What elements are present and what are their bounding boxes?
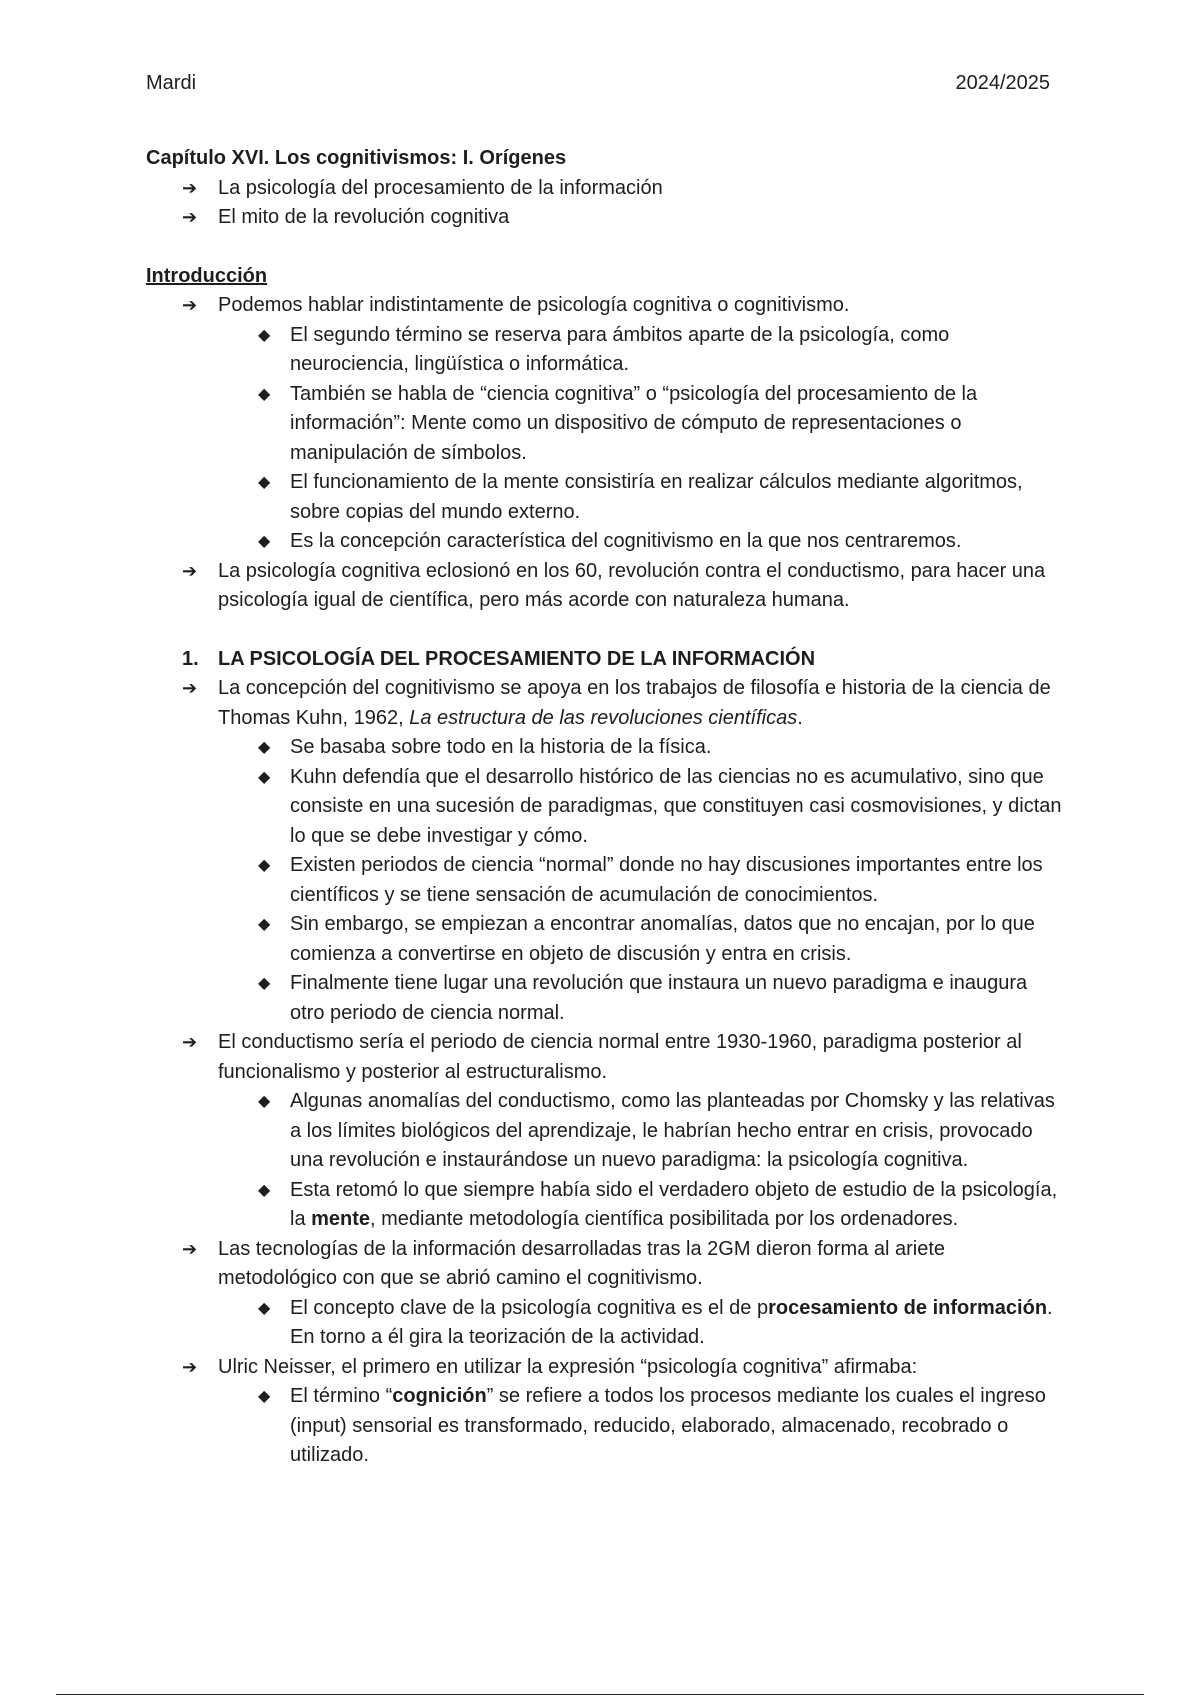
page-header: [146, 72, 1050, 102]
bullet-item: ➔ La concepción del cognitivismo se apoya en los trabajos de filosofía e historia de la ciencia de Thomas Kuhn, 1962, La estructura de las revoluciones científicas.: [146, 674, 1066, 733]
sub-bullet-item: ◆ Sin embargo, se empiezan a encontrar anomalías, datos que no encajan, por lo que comienza a convertirse en objeto de discusión y entra en crisis.: [146, 910, 1066, 969]
sub-bullet-item: ◆ El concepto clave de la psicología cognitiva es el de procesamiento de información. En torno a él gira la teorización de la actividad.: [146, 1294, 1066, 1353]
diamond-icon: ◆: [258, 768, 271, 786]
arrow-icon: ➔: [182, 678, 198, 698]
diamond-icon: ◆: [258, 857, 271, 874]
arrow-icon: ➔: [182, 1032, 198, 1052]
sub-bullet-item: ◆ Esta retomó lo que siempre había sido el verdadero objeto de estudio de la psicología, la mente, mediante metodología científica posibilitada por los ordenadores.: [146, 1176, 1066, 1235]
section-number: 1.: [182, 647, 199, 670]
arrow-icon: ➔: [182, 1238, 198, 1259]
sub-bullet-item: ◆ Se basaba sobre todo en la historia de la física.: [146, 733, 1066, 763]
diamond-icon: ◆: [258, 1388, 271, 1405]
arrow-icon: ➔: [182, 560, 198, 581]
arrow-icon: ➔: [182, 295, 198, 315]
diamond-icon: ◆: [258, 1181, 271, 1199]
sub-bullet-item: ◆ El segundo término se reserva para ámbitos aparte de la psicología, como neurociencia, lingüística o informática.: [146, 321, 1066, 380]
key-term: mente: [311, 1208, 371, 1230]
diamond-icon: ◆: [258, 1299, 271, 1317]
key-term: cognición: [392, 1385, 487, 1407]
toc-item: ➔ El mito de la revolución cognitiva: [146, 203, 1066, 233]
bullet-item: ➔ Ulric Neisser, el primero en utilizar la expresión “psicología cognitiva” afirmaba:: [146, 1353, 1066, 1383]
bullet-item: ➔ Las tecnologías de la información desarrolladas tras la 2GM dieron forma al ariete metodológico con que se abrió camino el cognitivismo.: [146, 1235, 1066, 1294]
diamond-icon: ◆: [258, 1093, 271, 1110]
diamond-icon: ◆: [258, 975, 271, 992]
bullet-item: ➔ El conductismo sería el periodo de ciencia normal entre 1930-1960, paradigma posterior al funcionalismo y posterior al estructuralismo.: [146, 1028, 1066, 1087]
diamond-icon: ◆: [258, 385, 271, 403]
sub-bullet-item: ◆ Finalmente tiene lugar una revolución que instaura un nuevo paradigma e inaugura otro periodo de ciencia normal.: [146, 969, 1066, 1028]
diamond-icon: ◆: [258, 533, 271, 550]
book-title: La estructura de las revoluciones científicas: [409, 706, 798, 729]
sub-bullet-item: ◆ Kuhn defendía que el desarrollo histórico de las ciencias no es acumulativo, sino que consiste en una sucesión de paradigmas, que constituyen casi cosmovisiones, y dictan lo que se debe investigar y cómo.: [146, 763, 1066, 852]
sub-bullet-item: ◆ El funcionamiento de la mente consistiría en realizar cálculos mediante algoritmos, sobre copias del mundo externo.: [146, 468, 1066, 527]
document-body: [146, 144, 1066, 1471]
header-day: Mardi: [146, 72, 197, 94]
toc-item: ➔ La psicología del procesamiento de la información: [146, 174, 1066, 204]
bullet-item: ➔ Podemos hablar indistintamente de psicología cognitiva o cognitivismo.: [146, 291, 1066, 321]
arrow-icon: ➔: [182, 207, 198, 227]
section-heading: 1. LA PSICOLOGÍA DEL PROCESAMIENTO DE LA INFORMACIÓN: [146, 645, 1066, 675]
diamond-icon: ◆: [258, 916, 271, 933]
footer-divider: [56, 1694, 1144, 1695]
sub-bullet-item: ◆ Algunas anomalías del conductismo, como las planteadas por Chomsky y las relativas a los límites biológicos del aprendizaje, le habrían hecho entrar en crisis, provocado una revolución e instaurándose un nuevo paradigma: la psicología cognitiva.: [146, 1087, 1066, 1176]
diamond-icon: ◆: [258, 326, 271, 344]
sub-bullet-item: ◆ También se habla de “ciencia cognitiva” o “psicología del procesamiento de la información”: Mente como un dispositivo de cómputo de representaciones o manipulación de símbolos.: [146, 380, 1066, 469]
header-year: 2024/2025: [955, 72, 1050, 94]
sub-bullet-item: ◆ Es la concepción característica del cognitivismo en la que nos centraremos.: [146, 527, 1066, 557]
sub-bullet-item: ◆ El término “cognición” se refiere a todos los procesos mediante los cuales el ingreso (input) sensorial es transformado, reducido, elaborado, almacenado, recobrado o utilizado.: [146, 1382, 1066, 1471]
diamond-icon: ◆: [258, 474, 271, 491]
sub-bullet-item: ◆ Existen periodos de ciencia “normal” donde no hay discusiones importantes entre los científicos y se tiene sensación de acumulación de conocimientos.: [146, 851, 1066, 910]
arrow-icon: ➔: [182, 1356, 198, 1377]
arrow-icon: ➔: [182, 177, 198, 198]
bullet-item: ➔ La psicología cognitiva eclosionó en los 60, revolución contra el conductismo, para hacer una psicología igual de científica, pero más acorde con naturaleza humana.: [146, 557, 1066, 616]
intro-heading: Introducción: [146, 264, 268, 287]
chapter-title: Capítulo XVI. Los cognitivismos: I. Orígenes: [146, 147, 567, 169]
key-term: rocesamiento de información: [768, 1296, 1048, 1319]
diamond-icon: ◆: [258, 739, 271, 756]
